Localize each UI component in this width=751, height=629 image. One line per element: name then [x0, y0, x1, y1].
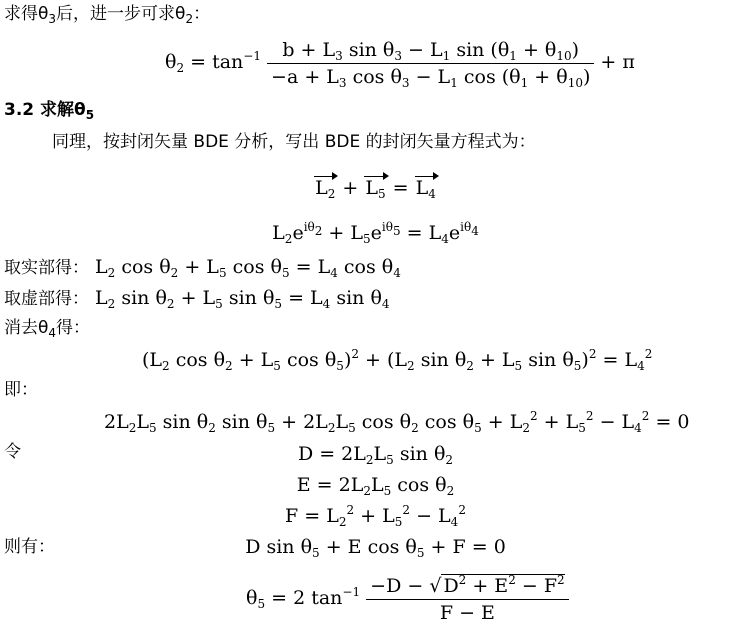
theta2-fraction: [267, 37, 594, 90]
e-definition: $E = 2L_2L_5$ $\cos \theta_2$: [296, 474, 455, 498]
theta2-formula: $\theta_2 = \tan^{-1}$ $\frac{b + L_3 \sin \theta_3 - L_1 \sin (\theta_1 + \theta_{10})}{-a + L_3 \cos \theta_3 - L_1 \cos (\theta_1 + \theta_{10})}$ + π: [165, 38, 635, 90]
eliminate-label: 消去$\theta_4$得：: [4, 318, 91, 340]
intro-paragraph: 同理，按封闭矢量 BDE 分析，写出 BDE 的封闭矢量方程式为：: [52, 132, 536, 152]
section-heading: 3.2 求解$\theta_5$: [4, 100, 95, 122]
theta5-denominator: F − E: [439, 601, 495, 624]
theta2-denominator: $-a + L_3$ $\cos \theta_3 - L_1$ $\cos (\theta_1 + \theta_{10})$: [271, 65, 591, 90]
complex-equation: $L_2e^{i\theta_2} + L_5e^{i\theta_5} = L_4e^{i\theta_4}$: [272, 220, 479, 246]
real-part-line: 取实部得： $L_2$ $\cos \theta_2 + L_5$ $\cos \theta_5 = L_4$ $\cos \theta_4$: [4, 256, 401, 280]
squared-equation: ($L_2$ $\cos \theta_2 + L_5$ $\cos \theta_5)^2 + (L_2$ $\sin \theta_2 + L_5$ $\sin \theta_5)^2 = L_4^2$: [142, 347, 653, 373]
imag-part-line: 取虚部得： $L_2$ $\sin \theta_2 + L_5$ $\sin \theta_5 = L_4$ $\sin \theta_4$: [4, 287, 390, 311]
theta5-formula: $\theta_5 = 2$ $\tan^{-1}$ $\frac{-D - √ D^2 + E^2 - F^2}{F - E}$: [246, 570, 569, 626]
theta5-numerator: −D − √ $D^2 + E^2 - F^2$: [366, 573, 568, 600]
expanded-equation: $2L_2L_5$ $\sin \theta_2$ $\sin \theta_5 + 2L_2L_5$ $\cos \theta_2$ $\cos \theta_5 + L_2^2 + L_5^2 - L_4^2 = 0$: [104, 409, 690, 435]
theta5-fraction: [366, 573, 568, 626]
ji-label: 即：: [4, 380, 38, 400]
vector-equation: $L_2 + L_5 = L_4$: [315, 177, 436, 201]
f-definition: $F = L_2^2 + L_5^2 - L_4^2$: [285, 503, 466, 529]
theta2-numerator: $b + L_3$ $\sin \theta_3 - L_1$ $\sin (\theta_1 + \theta_{10})$: [267, 37, 594, 64]
ling-label: 令: [4, 442, 21, 462]
zeyou-label: 则有：: [4, 537, 55, 557]
real-part-label: 取实部得：: [4, 258, 89, 278]
imag-part-label: 取虚部得：: [4, 289, 89, 309]
intro-text-theta2: 求得$\theta_3$后，进一步可求$\theta_2$：: [4, 4, 211, 26]
result-equation: D $\sin \theta_5 + E$ $\cos \theta_5 + F = 0$: [245, 536, 506, 560]
d-definition: $D = 2L_2L_5$ $\sin \theta_2$: [297, 443, 454, 467]
